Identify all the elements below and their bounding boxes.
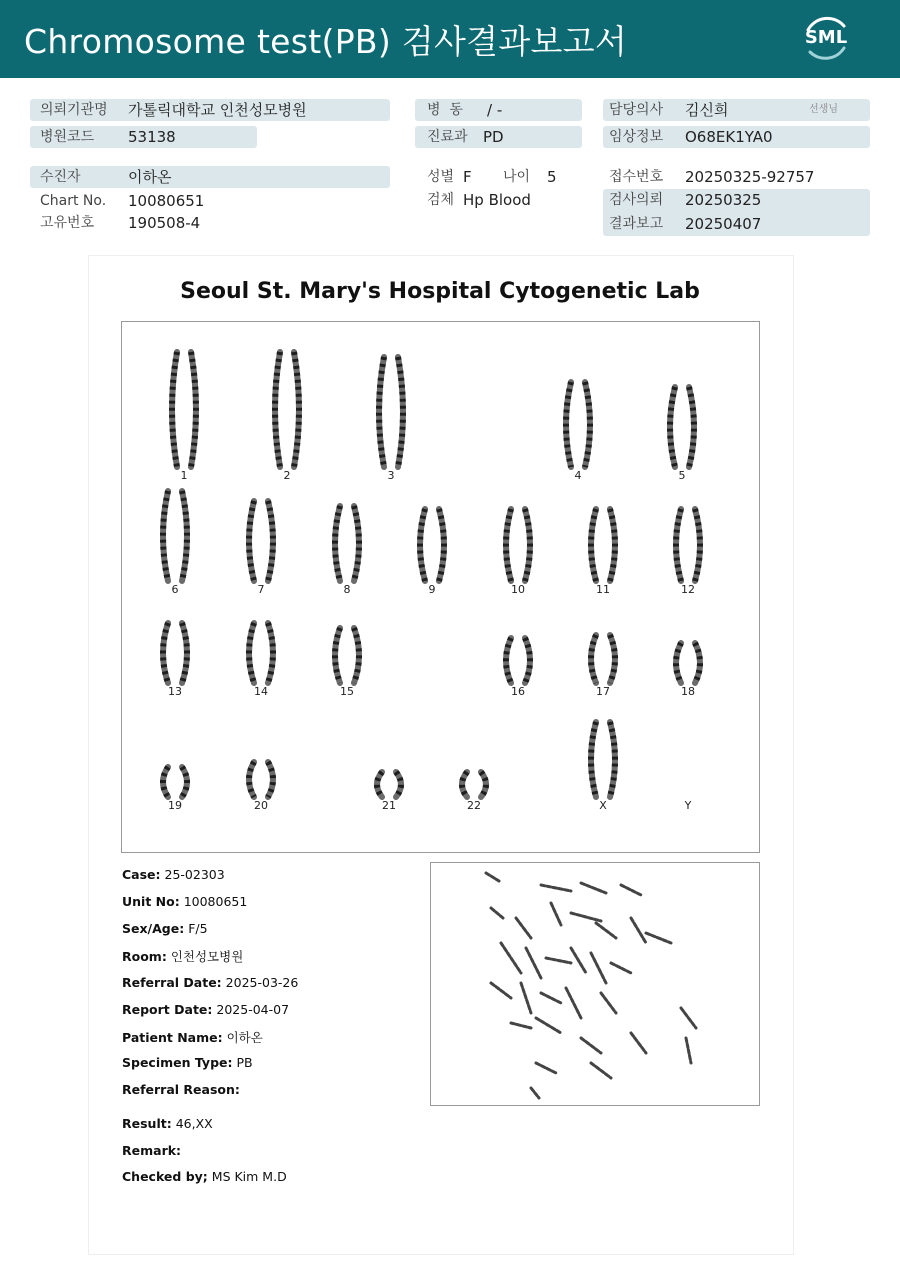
metaphase-chromosome: [596, 923, 616, 938]
metaphase-chromosome: [581, 883, 606, 893]
specimen-type-line: [122, 1055, 253, 1070]
ward-value: / -: [487, 101, 503, 119]
result-label: Result:: [122, 1116, 172, 1131]
sex-value: F: [463, 168, 472, 186]
chromosome-pair: [335, 628, 359, 683]
chromosome-label: 22: [467, 799, 481, 812]
karyogram: [121, 321, 760, 853]
logo-text: SML: [804, 27, 848, 48]
ward-row: [415, 99, 582, 121]
metaphase-chromosome: [516, 918, 531, 938]
receipt-label: 접수번호: [609, 169, 664, 185]
receipt-value: 20250325-92757: [685, 168, 815, 186]
room-line: [122, 947, 243, 965]
metaphase-chromosome: [536, 1063, 556, 1073]
chromosome-label: 14: [254, 685, 268, 698]
chromosome-label: 19: [168, 799, 182, 812]
metaphase-chromosome: [511, 1023, 531, 1028]
checked-value: MS Kim M.D: [211, 1169, 287, 1184]
chromosome-pair: [591, 509, 615, 581]
metaphase-chromosome: [601, 993, 616, 1013]
patient-name-value: 이하온: [226, 1030, 263, 1045]
sex-label: 성별: [427, 169, 455, 185]
chromosome-pair: [591, 722, 615, 797]
case-line: [122, 867, 225, 882]
karyogram-image: [122, 322, 759, 852]
metaphase-chromosome: [631, 918, 646, 943]
dept-row: [415, 126, 582, 148]
chromosome-pair: [676, 643, 700, 683]
metaphase-chromosome: [571, 913, 601, 921]
chromosome-label: 21: [382, 799, 396, 812]
patient-label: 수진자: [40, 169, 81, 185]
ward-label: 병 동: [427, 102, 463, 118]
chromosome-pair: [462, 772, 486, 797]
age-value: 5: [547, 168, 557, 186]
dept-label: 진료과: [427, 129, 468, 145]
chromosome-label: 16: [511, 685, 525, 698]
chromosome-label: 6: [171, 583, 179, 596]
dates-block: [603, 189, 870, 236]
clinical-label: 임상정보: [609, 129, 664, 145]
specimen-value: Hp Blood: [463, 191, 531, 209]
metaphase-chromosome: [541, 885, 571, 891]
hospital-code-label: 병원코드: [40, 129, 95, 145]
metaphase-chromosome: [591, 1063, 611, 1078]
case-value: 25-02303: [164, 867, 225, 882]
chromosome-pair: [249, 623, 273, 683]
request-org-row: [30, 99, 390, 121]
chromosome-pair: [506, 638, 530, 683]
metaphase-chromosome: [566, 988, 581, 1018]
chromosome-label: 20: [254, 799, 268, 812]
chromosome-label: 2: [283, 469, 291, 482]
metaphase-chromosome: [546, 958, 571, 963]
patient-row: [30, 166, 390, 188]
metaphase-chromosome: [486, 873, 499, 881]
chromosome-pair: [163, 623, 187, 683]
chromosome-label: 1: [180, 469, 188, 482]
metaphase-chromosome: [541, 993, 561, 1003]
chromosome-label: 12: [681, 583, 695, 596]
case-label: Case:: [122, 867, 161, 882]
chromosome-label: X: [599, 799, 607, 812]
request-date-label: 검사의뢰: [609, 192, 664, 208]
sexage-value: F/5: [188, 921, 208, 936]
request-org-value: 가톨릭대학교 인천성모병원: [128, 101, 307, 119]
referral-date-value: 2025-03-26: [225, 975, 299, 990]
chromosome-label: 18: [681, 685, 695, 698]
report-date-label-2: Report Date:: [122, 1002, 213, 1017]
report-date-label: 결과보고: [609, 216, 664, 232]
chromosome-pair: [379, 357, 403, 467]
metaphase-chromosome: [491, 983, 511, 998]
chromosome-label: 7: [257, 583, 265, 596]
unique-no-label: 고유번호: [40, 215, 95, 231]
clinical-row: [603, 126, 870, 148]
chromosome-pair: [377, 772, 401, 797]
hospital-code-row: [30, 126, 257, 148]
metaphase-chromosome: [631, 1033, 646, 1053]
chromosome-pair: [670, 387, 694, 467]
chromosome-label: 10: [511, 583, 525, 596]
specimen-type-value: PB: [236, 1055, 253, 1070]
chromosome-label: 15: [340, 685, 354, 698]
metaphase-chromosome: [686, 1038, 691, 1063]
report-heading: Chromosome test(PB) 검사결과보고서: [24, 22, 628, 61]
chart-no-value: 10080651: [128, 192, 205, 210]
chromosome-label: 17: [596, 685, 610, 698]
lab-title: Seoul St. Mary's Hospital Cytogenetic Lab: [180, 279, 700, 304]
room-value: 인천성모병원: [170, 949, 244, 964]
chart-no-label: Chart No.: [40, 193, 107, 209]
chromosome-pair: [420, 509, 444, 581]
patient-name-line: [122, 1028, 263, 1046]
chromosome-label: 5: [678, 469, 686, 482]
doctor-row: [603, 99, 870, 121]
specimen-type-label: Specimen Type:: [122, 1055, 233, 1070]
chromosome-label: 13: [168, 685, 182, 698]
metaphase-chromosome: [536, 1018, 561, 1033]
remark-label: Remark:: [122, 1143, 182, 1158]
patient-value: 이하온: [128, 168, 172, 186]
hospital-code-value: 53138: [128, 128, 176, 146]
room-label: Room:: [122, 949, 167, 964]
unit-value: 10080651: [183, 894, 248, 909]
sexage-label: Sex/Age:: [122, 921, 185, 936]
clinical-value: O68EK1YA0: [685, 128, 773, 146]
chromosome-pair: [275, 352, 299, 467]
chromosome-pair: [163, 491, 187, 581]
sexage-line: [122, 921, 208, 936]
metaphase-chromosome: [501, 943, 521, 973]
checked-label: Checked by;: [122, 1169, 208, 1184]
metaphase-chromosome: [681, 1008, 696, 1028]
chromosome-pair: [249, 762, 273, 797]
referral-date-line: [122, 975, 298, 990]
report-date-line: [122, 1002, 289, 1017]
receipt-row: [603, 166, 870, 188]
doctor-value: 김신희: [685, 101, 729, 119]
metaphase-chromosome: [571, 948, 586, 973]
metaphase-image: [431, 863, 759, 1105]
result-value: 46,XX: [175, 1116, 213, 1131]
chromosome-pair: [566, 382, 590, 467]
unique-no-value: 190508-4: [128, 214, 201, 232]
metaphase-chromosome: [491, 908, 503, 918]
metaphase-chromosome: [521, 983, 531, 1013]
unit-line: [122, 894, 247, 909]
checked-line: [122, 1169, 287, 1184]
result-line: [122, 1116, 213, 1131]
doctor-label: 담당의사: [609, 102, 664, 118]
metaphase-chromosome: [531, 1088, 539, 1098]
chromosome-pair: [335, 506, 359, 581]
referral-date-label: Referral Date:: [122, 975, 222, 990]
chromosome-label: 3: [387, 469, 395, 482]
report-date-value-2: 2025-04-07: [216, 1002, 290, 1017]
remark-line: [122, 1143, 181, 1158]
metaphase-spread: [430, 862, 760, 1106]
chromosome-pair: [506, 509, 530, 581]
specimen-row: [415, 189, 582, 211]
patient-name-label: Patient Name:: [122, 1030, 223, 1045]
chromosome-pair: [163, 767, 187, 797]
sml-logo: [800, 12, 852, 64]
request-date-value: 20250325: [685, 191, 762, 209]
metaphase-chromosome: [551, 903, 561, 925]
sex-age-row: [415, 166, 582, 188]
chromosome-label: 11: [596, 583, 610, 596]
chromosome-label: Y: [684, 799, 692, 812]
referral-reason-label: Referral Reason:: [122, 1082, 240, 1097]
chromosome-pair: [172, 352, 196, 467]
metaphase-chromosome: [611, 963, 631, 973]
request-org-label: 의뢰기관명: [40, 102, 108, 118]
chromosome-pair: [591, 635, 615, 683]
metaphase-chromosome: [591, 953, 606, 983]
metaphase-chromosome: [581, 1038, 601, 1053]
unit-label: Unit No:: [122, 894, 180, 909]
unique-no-row: [30, 212, 390, 234]
doctor-suffix: 선생님: [809, 104, 838, 115]
metaphase-chromosome: [526, 948, 541, 978]
chromosome-pair: [249, 501, 273, 581]
dept-value: PD: [483, 128, 504, 146]
metaphase-chromosome: [621, 885, 641, 895]
report-date-value: 20250407: [685, 215, 762, 233]
chromosome-label: 9: [428, 583, 436, 596]
chromosome-pair: [676, 509, 700, 581]
chromosome-label: 4: [574, 469, 582, 482]
chart-no-row: [30, 190, 390, 212]
metaphase-chromosome: [646, 933, 671, 943]
header-bar: [0, 0, 900, 78]
age-label: 나이: [503, 169, 531, 185]
referral-reason-line: [122, 1082, 240, 1097]
specimen-label: 검체: [427, 192, 455, 208]
chromosome-label: 8: [343, 583, 351, 596]
